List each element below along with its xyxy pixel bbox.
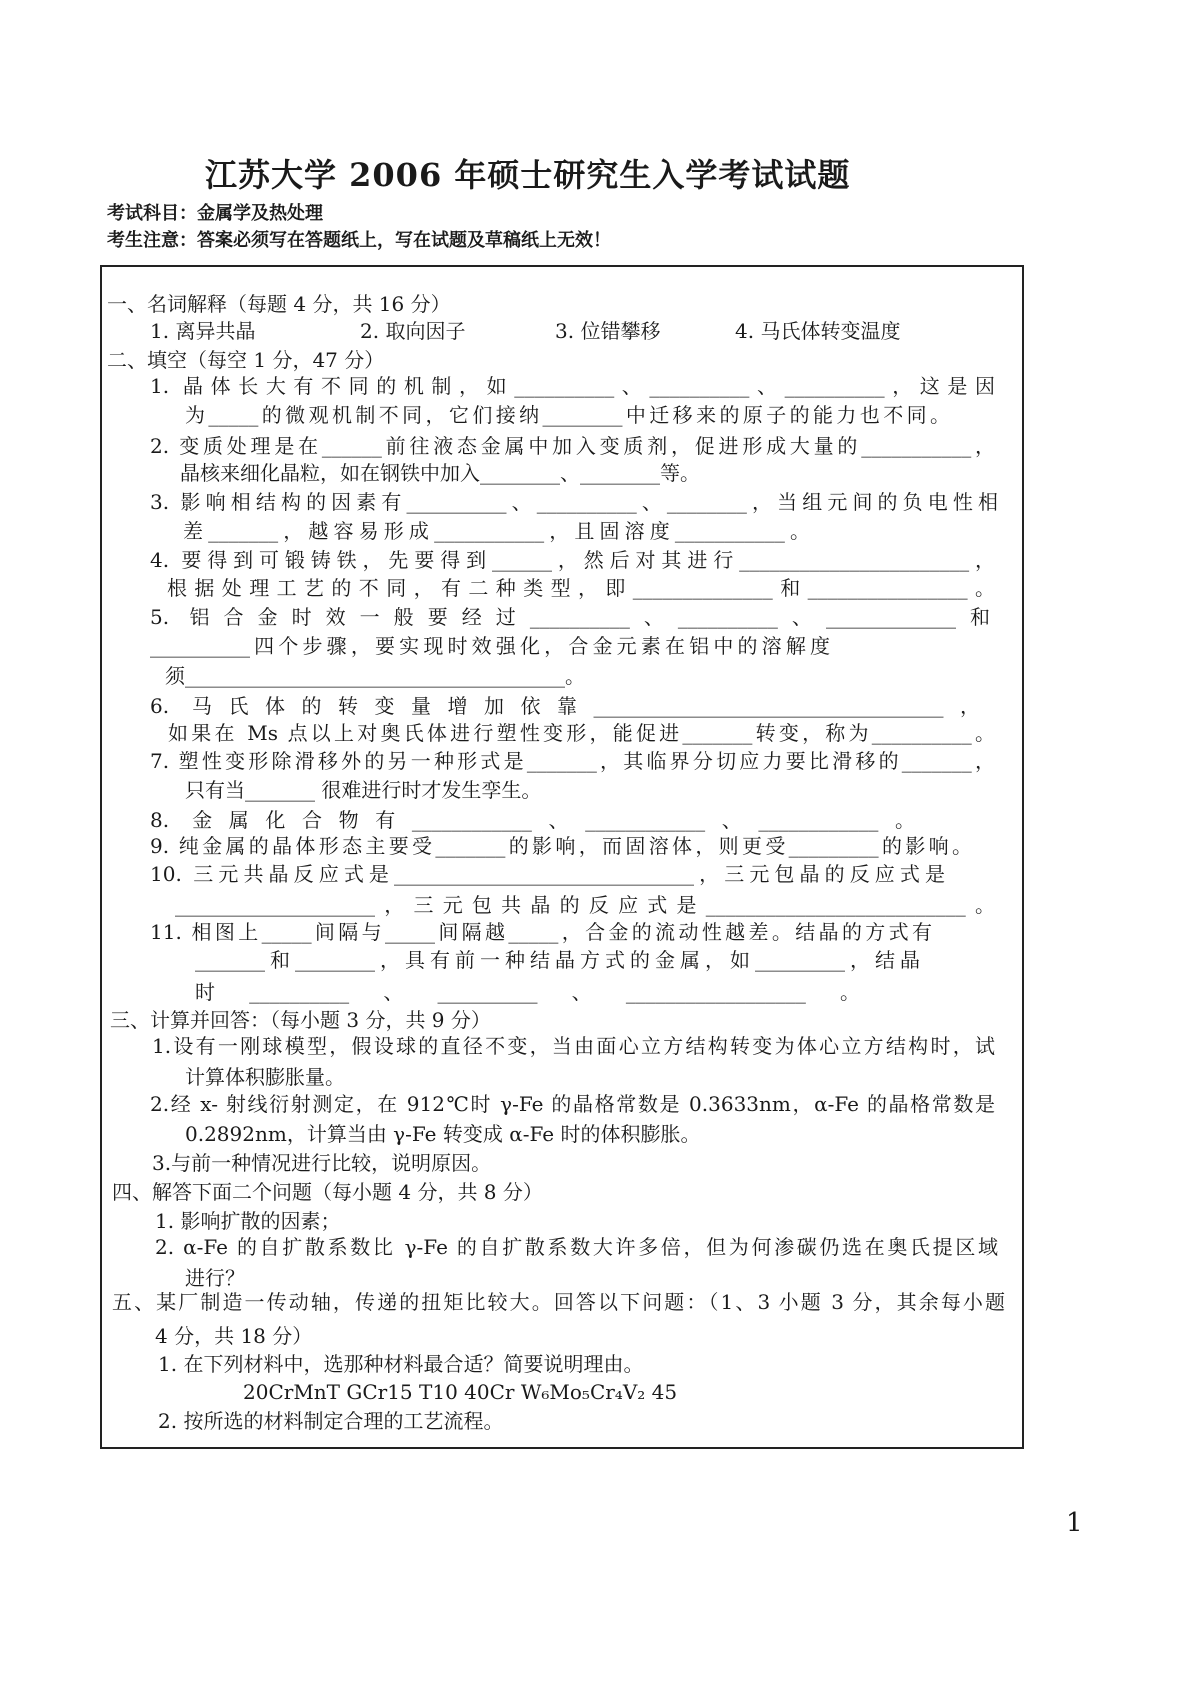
question-line: 进行？ xyxy=(185,1266,245,1290)
question-line: 1. 在下列材料中，选那种材料最合适？简要说明理由。 xyxy=(158,1352,644,1376)
section-heading: 二、填空（每空 1 分，47 分） xyxy=(107,348,385,372)
page-number: 1 xyxy=(1066,1508,1083,1538)
section-heading: 五、某厂制造一传动轴，传递的扭矩比较大。回答以下问题：（1、3 小题 3 分，其余每小题 xyxy=(112,1290,1005,1314)
exam-title: 江苏大学 2006 年硕士研究生入学考试试题 xyxy=(205,156,851,194)
question-line: 8. 金属化合物有____________、____________、____________。 xyxy=(150,808,915,832)
section-heading: 四、解答下面二个问题（每小题 4 分，共 8 分） xyxy=(112,1180,543,1204)
question-line: 差_______，越容易形成___________，且固溶度___________。 xyxy=(183,519,810,543)
question-line: 计算体积膨胀量。 xyxy=(185,1065,345,1089)
question-line: 4 分，共 18 分） xyxy=(155,1324,313,1348)
question-line: 0.2892nm，计算当由 γ-Fe 转变成 α-Fe 时的体积膨胀。 xyxy=(185,1122,701,1146)
question-line: 须______________________________________。 xyxy=(165,664,585,688)
question-line: 时__________、__________、__________________。 xyxy=(195,980,860,1004)
question-line: 2. α-Fe 的自扩散系数比 γ-Fe 的自扩散系数大许多倍，但为何渗碳仍选在奥氏提区域 xyxy=(155,1235,998,1259)
question-line: 根据处理工艺的不同，有二种类型，即______________和________________。 xyxy=(167,576,995,600)
question-line: __________四个步骤，要实现时效强化，合金元素在铝中的溶解度 xyxy=(150,634,830,658)
question-line: 7. 塑性变形除滑移外的另一种形式是_______，其临界分切应力要比滑移的_______， xyxy=(150,749,995,773)
question-line: 3. 位错攀移 xyxy=(555,319,661,343)
question-line: 1.设有一刚球模型，假设球的直径不变，当由面心立方结构转变为体心立方结构时，试 xyxy=(152,1034,995,1058)
exam-notice: 考生注意：答案必须写在答题纸上，写在试题及草稿纸上无效！ xyxy=(107,230,611,251)
question-line: 晶核来细化晶粒，如在钢铁中加入________、________等。 xyxy=(180,461,700,485)
question-line: 9. 纯金属的晶体形态主要受_______的影响，而固溶体，则更受_________的影响。 xyxy=(150,834,972,858)
question-line: 2. 取向因子 xyxy=(360,319,466,343)
question-line: 2.经 x- 射线衍射测定，在 912℃时 γ-Fe 的晶格常数是 0.3633nm，α-Fe 的晶格常数是 xyxy=(150,1092,995,1116)
question-line: 1. 离异共晶 xyxy=(150,319,256,343)
question-line: 11. 相图上_____间隔与_____间隔越_____，合金的流动性越差。结晶的方式有 xyxy=(150,920,932,944)
question-line: 4. 要得到可锻铸铁，先要得到______，然后对其进行_______________________， xyxy=(150,548,995,572)
question-line: 10. 三元共晶反应式是______________________________，三元包晶的反应式是 xyxy=(150,862,945,886)
question-line: 3. 影响相结构的因素有__________、__________、________，当组元间的负电性相 xyxy=(150,490,998,514)
question-line: 3.与前一种情况进行比较，说明原因。 xyxy=(152,1151,492,1175)
section-heading: 三、计算并回答：（每小题 3 分，共 9 分） xyxy=(110,1008,491,1032)
question-line: 2. 变质处理是在______前往液态金属中加入变质剂，促进形成大量的___________， xyxy=(150,434,995,458)
question-line: ____________________，三元包共晶的反应式是__________________________。 xyxy=(175,893,995,917)
question-line: 为_____的微观机制不同，它们接纳________中迁移来的原子的能力也不同。 xyxy=(185,403,950,427)
question-line: 1. 晶体长大有不同的机制，如__________、__________、__________，这是因 xyxy=(150,374,995,398)
material-list: 20CrMnT GCr15 T10 40Cr W₆Mo₅Cr₄V₂ 45 xyxy=(243,1380,678,1404)
question-line: 如果在 Ms 点以上对奥氏体进行塑性变形，能促进_______转变，称为__________。 xyxy=(168,721,995,745)
question-line: 1. 影响扩散的因素； xyxy=(155,1209,341,1233)
question-line: 4. 马氏体转变温度 xyxy=(735,319,901,343)
exam-subject: 考试科目：金属学及热处理 xyxy=(107,203,323,224)
question-line: 2. 按所选的材料制定合理的工艺流程。 xyxy=(158,1409,504,1433)
question-line: 5. 铝合金时效一般要经过__________、__________、_____________和 xyxy=(150,605,990,629)
question-line: 6. 马氏体的转变量增加依靠___________________________________， xyxy=(150,694,980,718)
section-heading: 一、名词解释（每题 4 分，共 16 分） xyxy=(107,292,451,316)
question-line: _______和________，具有前一种结晶方式的金属，如_________，结晶 xyxy=(195,948,920,972)
question-line: 只有当_______ 很难进行时才发生孪生。 xyxy=(185,778,542,802)
